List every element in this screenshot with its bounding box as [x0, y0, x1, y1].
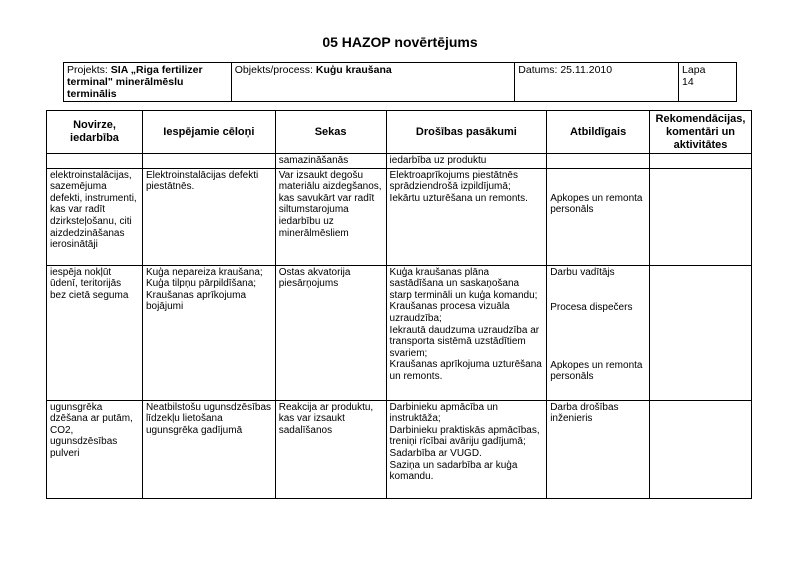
responsible-item: Apkopes un remonta personāls — [550, 359, 643, 383]
date-cell — [515, 63, 679, 102]
measure-item: Darbinieku praktiskās apmācības, treniņi rīcībai avāriju gadījumā; — [389, 424, 540, 448]
project-label: Projekts: — [67, 64, 108, 76]
measure-item: Saziņa un sadarbība ar kuģa komandu. — [389, 459, 518, 483]
column-header-recommendations: Rekomendācijas, komentāri un aktivitātes — [649, 111, 751, 154]
table-row — [47, 265, 752, 400]
cell-deviation: elektroinstalācijas, sazemējuma defekti, instrumenti, kas var radīt dzirksteļošanu, citi aizdedzināšanas ierosinātāji — [47, 168, 143, 265]
date-label: Datums: — [518, 64, 558, 76]
cell-measures — [386, 168, 547, 265]
table-row — [47, 168, 752, 265]
object-label: Objekts/process: — [234, 64, 313, 76]
column-header-causes: Iespējamie cēloņi — [142, 111, 275, 154]
cell-consequences: Reakcija ar produktu, kas var izsaukt sadalīšanos — [275, 400, 386, 498]
cell-consequences: samazināšanās — [275, 154, 386, 169]
cause-item: Kuģa nepareiza kraušana; — [145, 266, 263, 278]
project-value: SIA „Riga fertilizer terminal" minerālmēslu terminālis — [67, 64, 203, 100]
cell-causes — [142, 154, 275, 169]
spacer — [550, 314, 646, 360]
column-header-measures: Drošības pasākumi — [386, 111, 547, 154]
cell-deviation — [47, 154, 143, 169]
measure-item: Sadarbība ar VUGD. — [389, 447, 482, 459]
cell-deviation: iespēja nokļūt ūdenī, teritorijās bez cietā seguma — [47, 265, 143, 400]
cell-recommendations — [649, 168, 751, 265]
cell-consequences: Var izsaukt degošu materiālu aizdegšanos, kas savukārt var radīt siltumstarojuma iedarbību uz minerālmēsliem — [275, 168, 386, 265]
cell-consequences: Ostas akvatorija piesārņojums — [275, 265, 386, 400]
page-number: 14 — [682, 76, 694, 88]
cause-item: Neatbilstošu ugunsdzēsības līdzekļu lietošana ugunsgrēka gadījumā — [145, 401, 272, 436]
page-cell — [679, 63, 737, 102]
table-row — [47, 400, 752, 498]
cell-measures — [386, 400, 547, 498]
cause-item: Kraušanas aprīkojuma bojājumi — [145, 289, 247, 313]
object-value: Kuģu kraušana — [315, 64, 392, 76]
cell-recommendations — [649, 154, 751, 169]
responsible-item: Procesa dispečers — [550, 302, 633, 314]
cell-measures: iedarbība uz produktu — [386, 154, 547, 169]
cell-recommendations — [649, 265, 751, 400]
responsible-item: Darba drošības inženieris — [550, 401, 619, 425]
cell-recommendations — [649, 400, 751, 498]
cell-causes — [142, 168, 275, 265]
cell-causes — [142, 400, 275, 498]
column-header-responsible: Atbildīgais — [547, 111, 650, 154]
responsible-item: Darbu vadītājs — [550, 266, 615, 278]
project-cell — [64, 63, 232, 102]
document-title: 05 HAZOP novērtējums — [322, 34, 478, 50]
spacer — [550, 278, 646, 302]
measure-item: Iekrautā daudzuma uzraudzība ar transporta sistēmā uzstādītiem svariem; — [389, 324, 540, 359]
measure-item: Kraušanas procesa vizuāla uzraudzība; — [389, 301, 510, 324]
cell-causes — [142, 265, 275, 400]
measure-item: Elektroaprīkojums piestātnēs sprādziendrošā izpildījumā; — [389, 169, 518, 193]
measure-item: Kraušanas aprīkojuma uzturēšana un remonts. — [389, 359, 542, 382]
cell-responsible — [547, 168, 650, 265]
cell-deviation: ugunsgrēka dzēšana ar putām, CO2, ugunsdzēsības pulveri — [47, 400, 143, 498]
measure-item: Iekārtu uzturēšana un remonts. — [389, 192, 528, 204]
cell-measures — [386, 265, 547, 400]
cell-responsible — [547, 400, 650, 498]
page-label: Lapa — [682, 64, 706, 76]
column-header-deviation: Novirze, iedarbība — [47, 111, 143, 154]
measure-item: Darbinieku apmācība un instruktāža; — [389, 401, 498, 425]
cell-responsible — [547, 265, 650, 400]
column-header-consequences: Sekas — [275, 111, 386, 154]
cell-responsible — [547, 154, 650, 169]
header-info-table — [63, 62, 737, 102]
cause-item: Elektroinstalācijas defekti piestātnēs. — [145, 169, 259, 193]
object-cell — [231, 63, 515, 102]
measure-item: Kuģa kraušanas plāna sastādīšana un saskaņošana starp termināli un kuģa komandu; — [389, 266, 538, 301]
responsible-item: Apkopes un remonta personāls — [550, 192, 643, 216]
table-header-row — [47, 111, 752, 154]
hazop-table — [46, 110, 752, 499]
table-row-continuation — [47, 154, 752, 169]
cause-item: Kuģa tilpņu pārpildīšana; — [145, 278, 257, 290]
date-value: 25.11.2010 — [560, 64, 613, 76]
